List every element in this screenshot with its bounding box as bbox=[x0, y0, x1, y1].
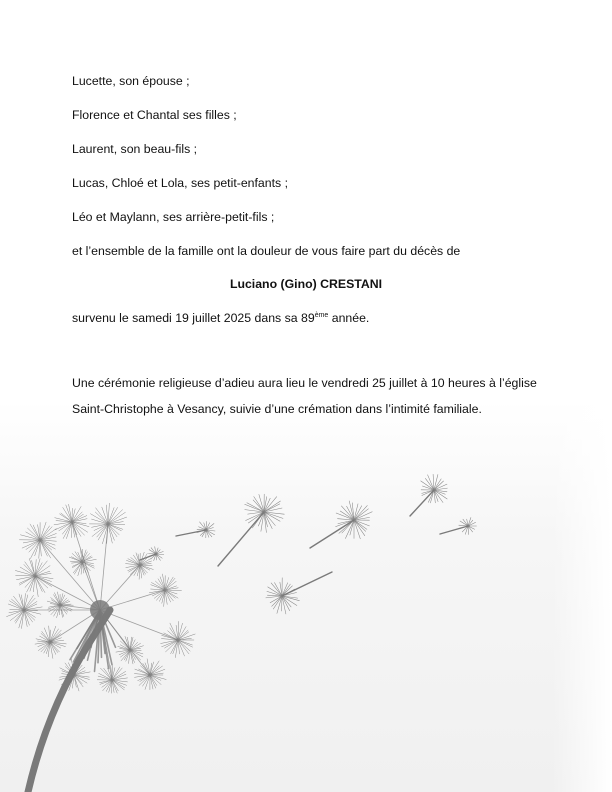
death-date-suffix: année. bbox=[328, 311, 370, 325]
deceased-name: Luciano (Gino) CRESTANI bbox=[229, 277, 383, 291]
ceremony-paragraph: Une cérémonie religieuse d’adieu aura lieu le vendredi 25 juillet à 10 heures à l’église Saint-Christophe à Vesancy, suivie d’une crémation dans l’intimité familiale. bbox=[72, 376, 537, 416]
death-date-superscript: ème bbox=[314, 312, 329, 319]
announcement-line: et l’ensemble de la famille ont la douleur de vous faire part du décès de bbox=[72, 244, 461, 258]
death-date-line bbox=[72, 309, 369, 327]
death-date-prefix: survenu le samedi 19 juillet 2025 dans sa 89 bbox=[72, 311, 315, 325]
family-line-great-grandchildren: Léo et Maylann, ses arrière-petit-fils ; bbox=[72, 210, 275, 224]
dandelion-icon bbox=[0, 470, 612, 792]
family-line-wife: Lucette, son épouse ; bbox=[72, 74, 190, 88]
family-line-daughters: Florence et Chantal ses filles ; bbox=[72, 108, 237, 122]
family-line-son-in-law: Laurent, son beau-fils ; bbox=[72, 142, 198, 156]
family-line-grandchildren: Lucas, Chloé et Lola, ses petit-enfants ; bbox=[72, 176, 289, 190]
